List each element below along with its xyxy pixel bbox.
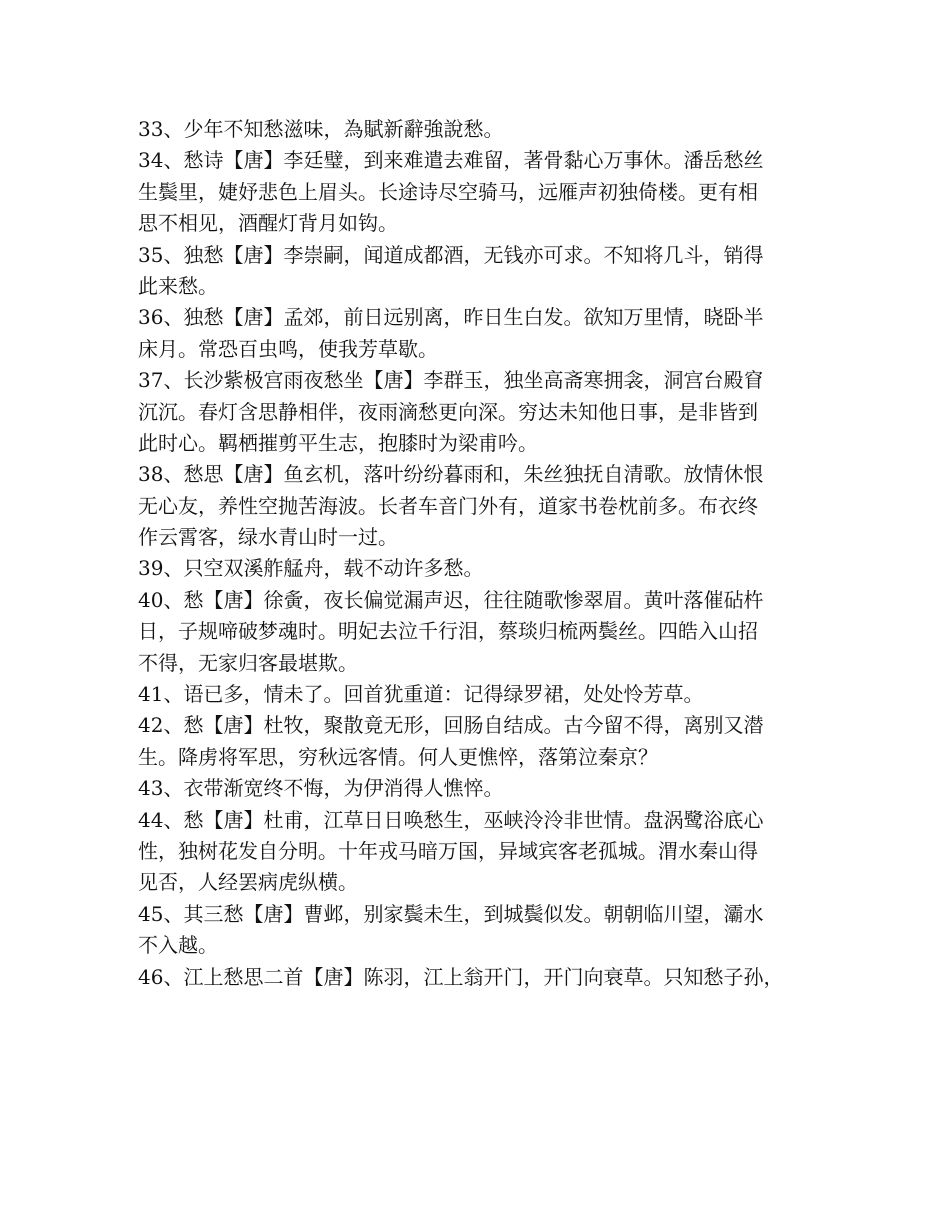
- text-line: 无心友，养性空抛苦海波。长者车音门外有，道家书卷枕前多。布衣终: [138, 493, 758, 518]
- text-line: 生。降虏将军思，穷秋远客情。何人更憔悴，落第泣秦京？: [138, 744, 658, 769]
- text-line: 44、愁【唐】杜甫，江草日日唤愁生，巫峡泠泠非世情。盘涡鹭浴底心: [138, 807, 764, 832]
- text-line: 日，子规啼破梦魂时。明妃去泣千行泪，蔡琰归梳两鬓丝。四皓入山招: [138, 619, 758, 644]
- text-line: 见否，人经罢病虎纵横。: [138, 870, 358, 895]
- text-line: 沉沉。春灯含思静相伴，夜雨滴愁更向深。穷达未知他日事，是非皆到: [138, 399, 758, 424]
- text-line: 38、愁思【唐】鱼玄机，落叶纷纷暮雨和，朱丝独抚自清歌。放情休恨: [138, 462, 764, 487]
- text-line: 46、江上愁思二首【唐】陈羽，江上翁开门，开门向衰草。只知愁子孙，: [138, 964, 784, 989]
- text-line: 床月。常恐百虫鸣，使我芳草歇。: [138, 336, 438, 361]
- text-line: 43、衣带渐宽终不悔，为伊消得人憔悴。: [138, 776, 504, 801]
- text-line: 34、愁诗【唐】李廷璧，到来难遣去难留，著骨黏心万事休。潘岳愁丝: [138, 148, 764, 173]
- text-line: 40、愁【唐】徐夤，夜长偏觉漏声迟，往往随歌惨翠眉。黄叶落催砧杵: [138, 587, 764, 612]
- text-line: 42、愁【唐】杜牧，聚散竟无形，回肠自结成。古今留不得，离别又潜: [138, 713, 764, 738]
- text-line: 不得，无家归客最堪欺。: [138, 650, 358, 675]
- text-line: 作云霄客，绿水青山时一过。: [138, 525, 398, 550]
- text-line: 性，独树花发自分明。十年戎马暗万国，异域宾客老孤城。渭水秦山得: [138, 838, 758, 863]
- text-line: 36、独愁【唐】孟郊，前日远别离，昨日生白发。欲知万里情，晓卧半: [138, 305, 764, 330]
- text-line: 此时心。羁栖摧剪平生志，抱膝时为梁甫吟。: [138, 430, 538, 455]
- text-line: 不入越。: [138, 933, 218, 958]
- text-line: 此来愁。: [138, 273, 218, 298]
- text-line: 生鬓里，婕妤悲色上眉头。长途诗尽空骑马，远雁声初独倚楼。更有相: [138, 179, 758, 204]
- text-line: 45、其三愁【唐】曹邺，别家鬓未生，到城鬓似发。朝朝临川望，灞水: [138, 901, 764, 926]
- text-line: 33、少年不知愁滋味，為賦新辭強說愁。: [138, 117, 504, 141]
- text-line: 41、语已多，情未了。回首犹重道：记得绿罗裙，处处怜芳草。: [138, 682, 704, 707]
- text-line: 35、独愁【唐】李崇嗣，闻道成都酒，无钱亦可求。不知将几斗，销得: [138, 242, 764, 267]
- text-line: 39、只空双溪舴艋舟，载不动许多愁。: [138, 556, 484, 581]
- poem-text-block: [138, 114, 818, 993]
- text-line: 思不相见，酒醒灯背月如钩。: [138, 211, 398, 236]
- text-line: 37、长沙紫极宫雨夜愁坐【唐】李群玉，独坐高斋寒拥衾，洞宫台殿窅: [138, 368, 764, 393]
